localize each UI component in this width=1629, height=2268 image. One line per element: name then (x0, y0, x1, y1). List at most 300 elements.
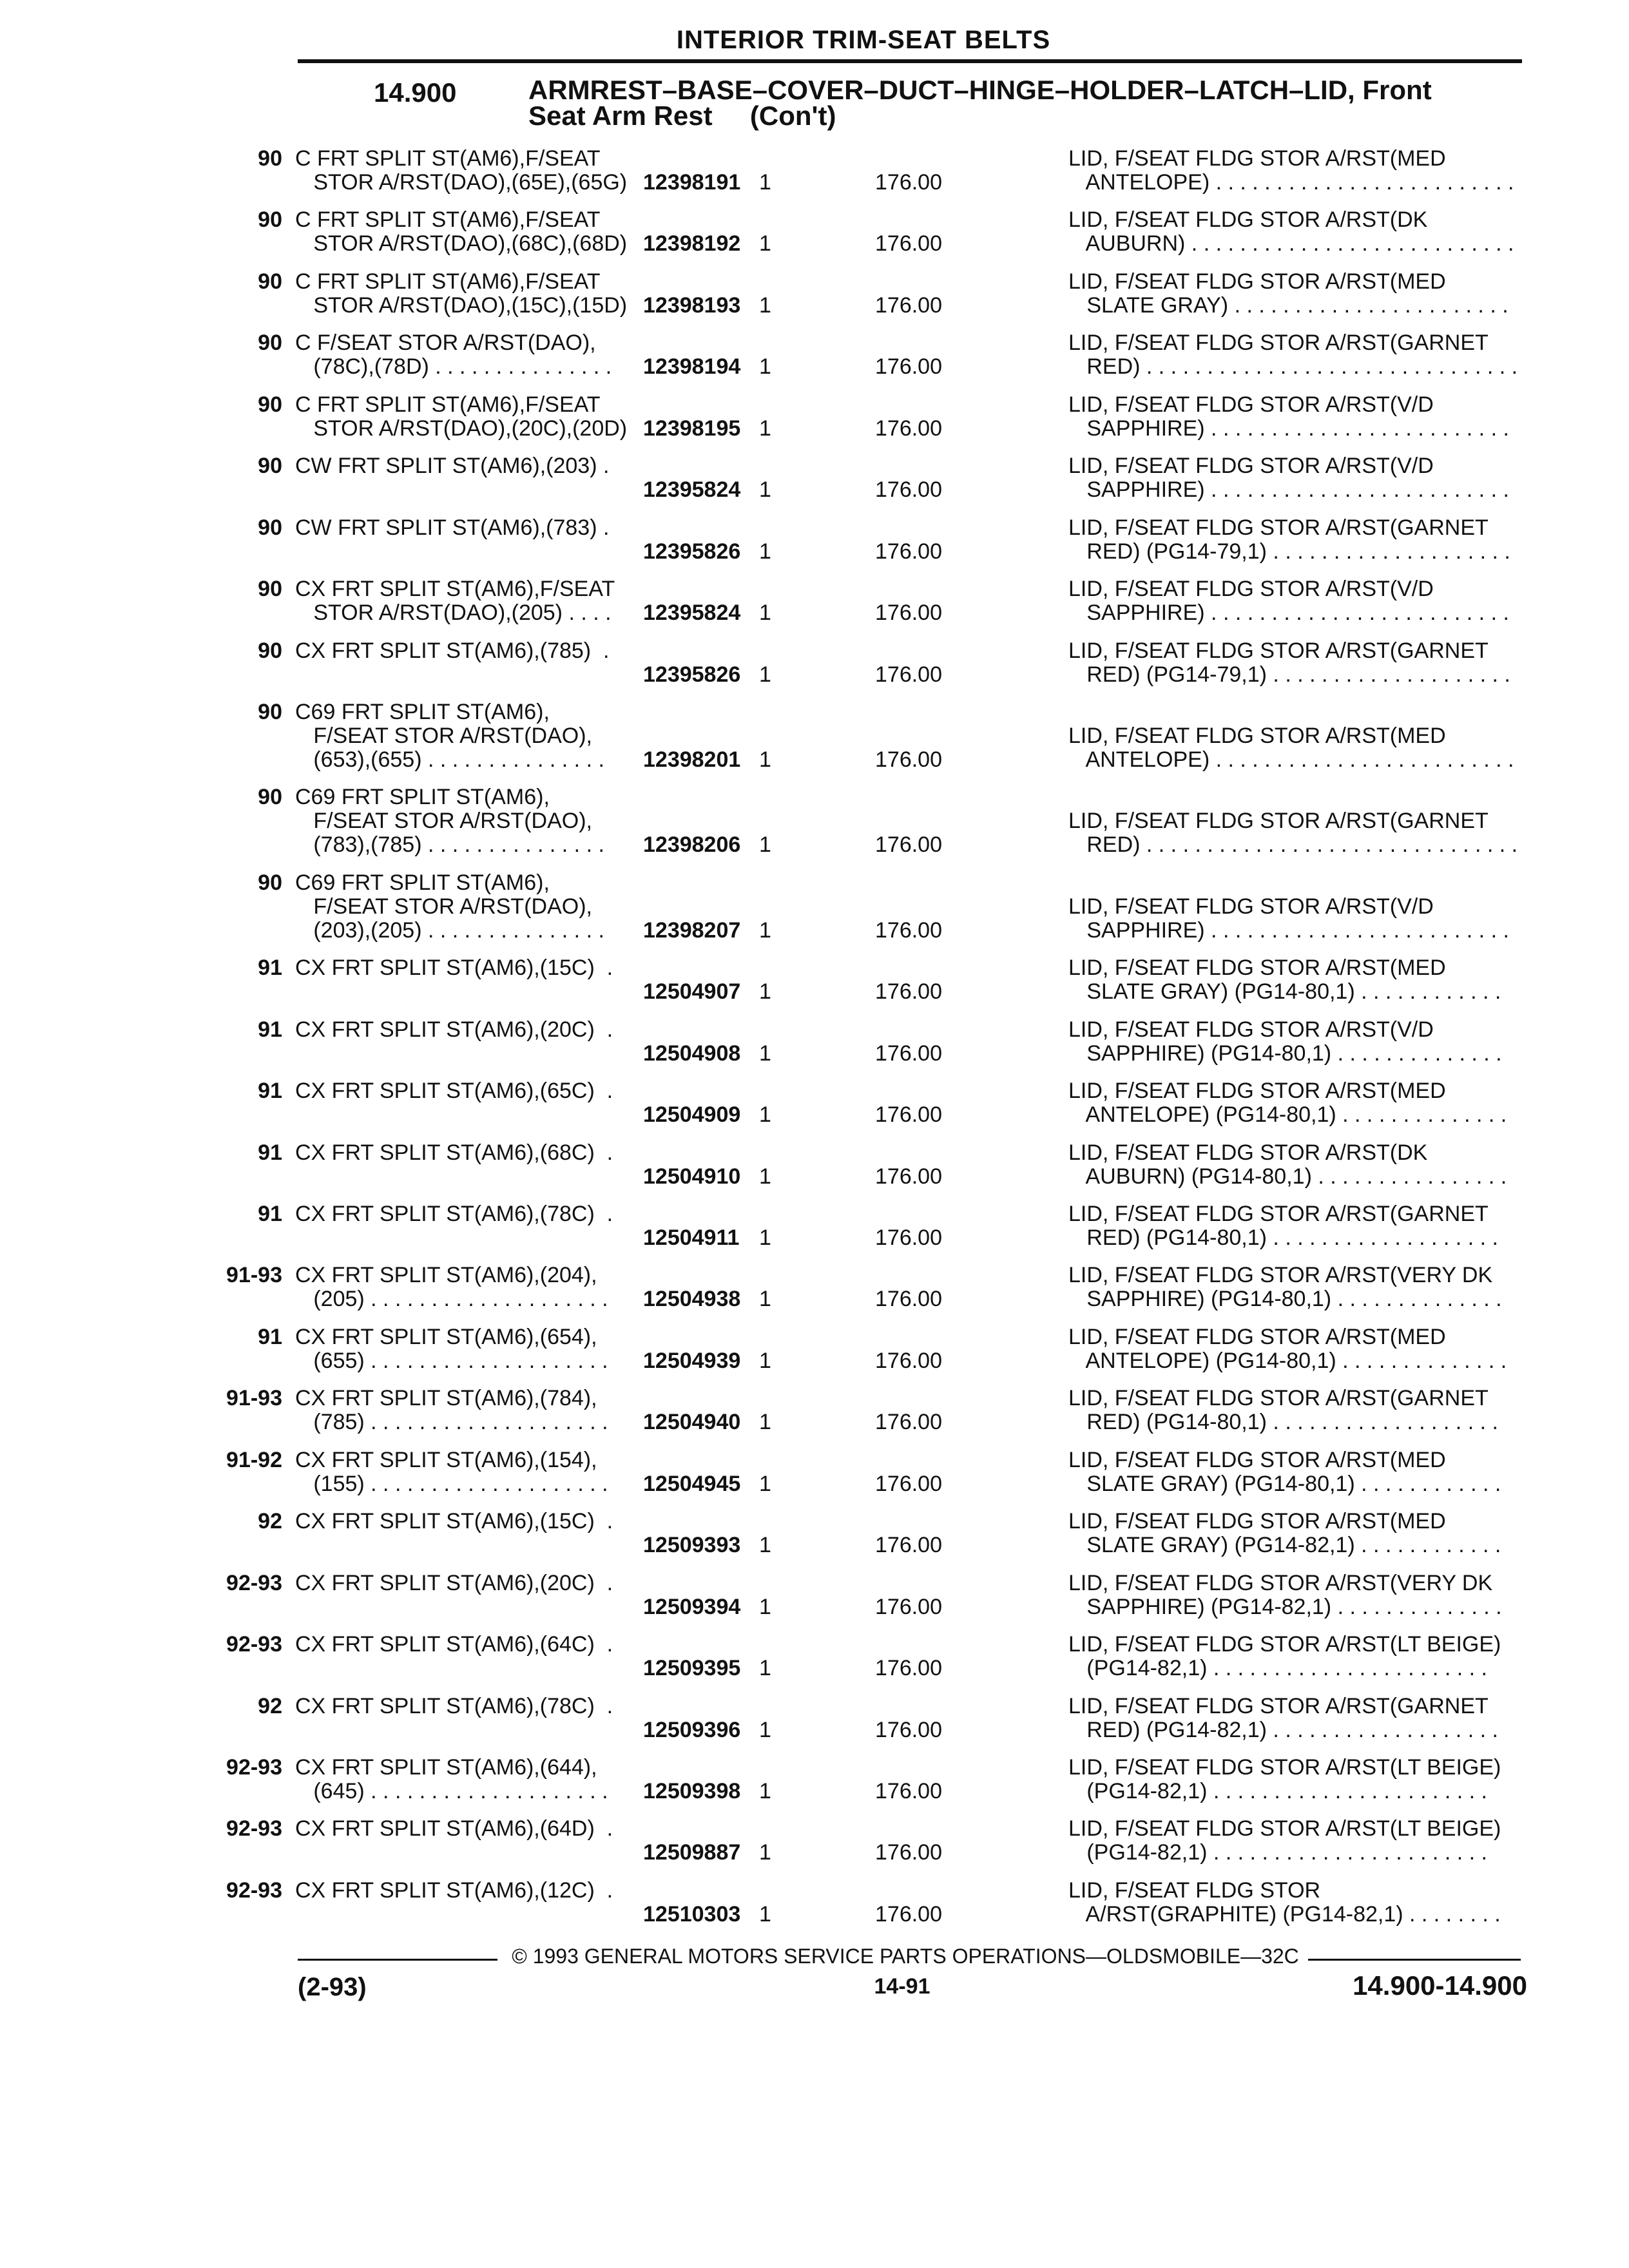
row-price: 176.00 (875, 354, 942, 380)
row-part-number: 12398207 (643, 918, 741, 943)
row-part-name (1068, 1695, 1545, 1742)
row-section-code: 92-93 (226, 1570, 282, 1595)
row-part-name (1068, 639, 1545, 687)
row-section-code: 90 (258, 577, 282, 602)
row-part-name-line: ANTELOPE) . . . . . . . . . . . . . . . . . . . . . . . . . (1068, 170, 1514, 195)
row-description-line: C FRT SPLIT ST(AM6),F/SEAT (295, 147, 601, 171)
row-description-line: (653),(655) . . . . . . . . . . . . . . . (295, 747, 604, 772)
row-part-name (1068, 1018, 1545, 1066)
table-row (0, 785, 1629, 857)
row-description-line: (785) . . . . . . . . . . . . . . . . . . . . (295, 1410, 608, 1435)
row-section-code: 90 (258, 699, 282, 724)
row-part-name (1068, 1202, 1545, 1250)
table-row (0, 871, 1629, 943)
row-quantity: 1 (759, 170, 771, 195)
table-row (0, 331, 1629, 379)
row-price: 176.00 (875, 477, 942, 503)
row-part-number: 12510303 (643, 1901, 741, 1927)
row-part-number: 12398195 (643, 416, 741, 441)
row-description (295, 1510, 643, 1533)
row-price: 176.00 (875, 1164, 942, 1189)
row-part-number: 12504908 (643, 1041, 741, 1066)
row-part-name-line: RED) (PG14-80,1) . . . . . . . . . . . . . . . . . . . (1068, 1410, 1498, 1435)
table-row (0, 577, 1629, 625)
row-quantity: 1 (759, 601, 771, 626)
row-price: 176.00 (875, 1594, 942, 1619)
row-section-code: 90 (258, 331, 282, 356)
row-part-name (1068, 270, 1545, 318)
row-description (295, 331, 643, 379)
row-description-line: CX FRT SPLIT ST(AM6),(68C) . (295, 1140, 613, 1165)
row-part-name-line: A/RST(GRAPHITE) (PG14-82,1) . . . . . . . . (1068, 1901, 1501, 1927)
row-quantity: 1 (759, 293, 771, 318)
row-quantity: 1 (759, 1471, 771, 1496)
row-part-name (1068, 1633, 1545, 1680)
row-quantity: 1 (759, 1225, 771, 1250)
row-description-line: CX FRT SPLIT ST(AM6),(785) . (295, 639, 610, 663)
row-description (295, 147, 643, 195)
section-number: 14.900 (374, 77, 457, 108)
row-quantity: 1 (759, 1533, 771, 1558)
row-section-cell (0, 1695, 295, 1718)
row-section-cell (0, 785, 295, 809)
row-part-name (1068, 516, 1545, 564)
row-description-line: (655) . . . . . . . . . . . . . . . . . . . . (295, 1348, 608, 1373)
table-row (0, 1202, 1629, 1250)
row-part-name-line: LID, F/SEAT FLDG STOR A/RST(V/D (1068, 1017, 1434, 1042)
row-part-name-line: SLATE GRAY) . . . . . . . . . . . . . . . . . . . . . . . (1068, 293, 1509, 318)
row-part-number: 12395826 (643, 662, 741, 687)
table-row (0, 516, 1629, 564)
row-quantity: 1 (759, 662, 771, 687)
row-description-line: (203),(205) . . . . . . . . . . . . . . . (295, 918, 604, 943)
row-description-line: STOR A/RST(DAO),(65E),(65G) (295, 170, 628, 195)
row-price: 176.00 (875, 231, 942, 256)
row-quantity: 1 (759, 416, 771, 441)
row-price: 176.00 (875, 1901, 942, 1927)
row-part-name-line: LID, F/SEAT FLDG STOR A/RST(DK (1068, 1140, 1428, 1165)
row-description-line: CW FRT SPLIT ST(AM6),(203) . (295, 454, 610, 479)
row-description (295, 1079, 643, 1103)
row-part-number: 12398194 (643, 354, 741, 380)
row-part-number: 12504907 (643, 979, 741, 1004)
footer-date: (2-93) (298, 1973, 367, 2001)
row-quantity: 1 (759, 1901, 771, 1927)
row-quantity: 1 (759, 1656, 771, 1681)
row-section-cell (0, 1325, 295, 1349)
row-price: 176.00 (875, 1717, 942, 1742)
row-section-cell (0, 1448, 295, 1472)
row-description (295, 1756, 643, 1803)
row-section-cell (0, 1571, 295, 1595)
table-row (0, 1387, 1629, 1434)
row-section-cell (0, 1879, 295, 1903)
row-description-line: F/SEAT STOR A/RST(DAO), (295, 809, 592, 834)
row-part-number: 12395824 (643, 601, 741, 626)
row-part-number: 12504945 (643, 1471, 741, 1496)
row-section-code: 92-93 (226, 1754, 282, 1780)
row-price: 176.00 (875, 416, 942, 441)
row-price: 176.00 (875, 1102, 942, 1128)
row-quantity: 1 (759, 832, 771, 858)
row-description-line: CW FRT SPLIT ST(AM6),(783) . (295, 515, 610, 540)
row-part-number: 12398193 (643, 293, 741, 318)
row-description-line: CX FRT SPLIT ST(AM6),(784), (295, 1387, 597, 1411)
row-part-name (1068, 1756, 1545, 1803)
row-part-name-line: LID, F/SEAT FLDG STOR A/RST(V/D (1068, 454, 1434, 479)
row-part-name-line: LID, F/SEAT FLDG STOR A/RST(MED (1068, 1325, 1446, 1349)
row-description-line: CX FRT SPLIT ST(AM6),(15C) . (295, 956, 613, 981)
row-part-name (1068, 1817, 1545, 1865)
row-part-name-line: SAPPHIRE) (PG14-80,1) . . . . . . . . . . . . . . (1068, 1287, 1502, 1312)
row-description-line: C FRT SPLIT ST(AM6),F/SEAT (295, 208, 601, 233)
row-section-cell (0, 393, 295, 417)
row-section-code: 92 (258, 1693, 282, 1718)
row-section-code: 92-93 (226, 1632, 282, 1657)
row-price: 176.00 (875, 1225, 942, 1250)
row-part-name-line: LID, F/SEAT FLDG STOR A/RST(MED (1068, 724, 1446, 748)
row-description (295, 1817, 643, 1841)
row-price: 176.00 (875, 1041, 942, 1066)
table-row (0, 1018, 1629, 1066)
row-price: 176.00 (875, 1287, 942, 1312)
row-description (295, 956, 643, 980)
row-part-name (1068, 1079, 1545, 1127)
table-row (0, 147, 1629, 195)
row-description (295, 454, 643, 478)
row-part-name (1068, 1141, 1545, 1189)
row-description-line: F/SEAT STOR A/RST(DAO), (295, 894, 592, 919)
row-price: 176.00 (875, 832, 942, 858)
row-part-name (1068, 393, 1545, 441)
row-description (295, 1633, 643, 1657)
row-description-line: C FRT SPLIT ST(AM6),F/SEAT (295, 392, 601, 417)
row-quantity: 1 (759, 979, 771, 1004)
row-description-line: CX FRT SPLIT ST(AM6),(154), (295, 1448, 597, 1472)
table-row (0, 208, 1629, 256)
row-quantity: 1 (759, 1594, 771, 1619)
table-row (0, 1264, 1629, 1311)
row-section-code: 91 (258, 956, 282, 981)
row-section-code: 91-92 (226, 1447, 282, 1472)
row-part-name-line: (PG14-82,1) . . . . . . . . . . . . . . . . . . . . . . . (1068, 1778, 1487, 1803)
row-description-line: C FRT SPLIT ST(AM6),F/SEAT (295, 269, 601, 294)
row-section-code: 91-93 (226, 1386, 282, 1411)
row-description-line: CX FRT SPLIT ST(AM6),(65C) . (295, 1079, 613, 1104)
row-quantity: 1 (759, 1778, 771, 1803)
row-price: 176.00 (875, 1840, 942, 1865)
row-part-name-line: (PG14-82,1) . . . . . . . . . . . . . . . . . . . . . . . (1068, 1656, 1487, 1681)
row-section-cell (0, 871, 295, 895)
row-part-number: 12504911 (643, 1225, 740, 1250)
row-description (295, 208, 643, 256)
row-part-number: 12509398 (643, 1778, 741, 1803)
row-quantity: 1 (759, 477, 771, 503)
row-quantity: 1 (759, 539, 771, 564)
row-part-name (1068, 724, 1545, 772)
row-quantity: 1 (759, 1287, 771, 1312)
row-section-code: 91-93 (226, 1263, 282, 1288)
row-part-name-line: SAPPHIRE) . . . . . . . . . . . . . . . . . . . . . . . . . (1068, 918, 1509, 943)
row-quantity: 1 (759, 1164, 771, 1189)
row-section-code: 91 (258, 1324, 282, 1349)
table-row (0, 1879, 1629, 1927)
footer-section-range: 14.900-14.900 (1353, 1970, 1527, 2001)
row-description-line: CX FRT SPLIT ST(AM6),(64D) . (295, 1817, 613, 1841)
row-part-number: 12395826 (643, 539, 741, 564)
row-section-cell (0, 1510, 295, 1533)
row-description-line: CX FRT SPLIT ST(AM6),(78C) . (295, 1694, 613, 1718)
row-description-line: CX FRT SPLIT ST(AM6),(12C) . (295, 1878, 613, 1903)
row-section-code: 90 (258, 785, 282, 810)
row-part-name (1068, 956, 1545, 1004)
row-part-name-line: RED) . . . . . . . . . . . . . . . . . . . . . . . . . . . . . . . (1068, 354, 1518, 380)
table-row (0, 639, 1629, 687)
row-part-number: 12398206 (643, 832, 741, 858)
section-name (528, 77, 1534, 129)
row-section-cell (0, 516, 295, 540)
row-section-cell (0, 147, 295, 171)
row-part-name-line: RED) . . . . . . . . . . . . . . . . . . . . . . . . . . . . . . . (1068, 832, 1518, 858)
row-description-line: (78C),(78D) . . . . . . . . . . . . . . . (295, 354, 612, 380)
row-part-number: 12395824 (643, 477, 741, 503)
row-section-code: 90 (258, 207, 282, 233)
row-part-name-line: LID, F/SEAT FLDG STOR A/RST(GARNET (1068, 1387, 1489, 1411)
row-part-name-line: AUBURN) . . . . . . . . . . . . . . . . . . . . . . . . . . . (1068, 231, 1514, 256)
row-price: 176.00 (875, 1533, 942, 1558)
row-part-name (1068, 1448, 1545, 1496)
row-price: 176.00 (875, 293, 942, 318)
row-description-line: STOR A/RST(DAO),(205) . . . . (295, 601, 612, 626)
table-row (0, 1325, 1629, 1373)
row-price: 176.00 (875, 1778, 942, 1803)
row-description-line: CX FRT SPLIT ST(AM6),(15C) . (295, 1510, 613, 1534)
row-description (295, 1879, 643, 1903)
row-description (295, 1202, 643, 1226)
row-section-cell (0, 577, 295, 601)
row-quantity: 1 (759, 1717, 771, 1742)
row-quantity: 1 (759, 1041, 771, 1066)
row-section-code: 90 (258, 515, 282, 540)
row-part-name-line: SLATE GRAY) (PG14-80,1) . . . . . . . . . . . . (1068, 979, 1501, 1004)
row-part-name (1068, 1325, 1545, 1373)
row-part-name-line: LID, F/SEAT FLDG STOR A/RST(DK (1068, 208, 1428, 233)
row-description (295, 1018, 643, 1042)
row-description (295, 871, 643, 943)
table-row (0, 956, 1629, 1004)
row-part-name-line: LID, F/SEAT FLDG STOR A/RST(VERY DK (1068, 1264, 1493, 1288)
row-part-name-line: ANTELOPE) (PG14-80,1) . . . . . . . . . . . . . . (1068, 1102, 1507, 1128)
row-part-number: 12504909 (643, 1102, 741, 1128)
row-section-code: 91 (258, 1079, 282, 1104)
row-part-name-line: ANTELOPE) . . . . . . . . . . . . . . . . . . . . . . . . . (1068, 747, 1514, 772)
table-row (0, 1817, 1629, 1865)
section-name-line1: ARMREST–BASE–COVER–DUCT–HINGE–HOLDER–LATCH–LID, Front (528, 75, 1432, 105)
row-part-number: 12504940 (643, 1410, 741, 1435)
row-part-name-line: LID, F/SEAT FLDG STOR A/RST(LT BEIGE) (1068, 1755, 1501, 1780)
row-part-number: 12509393 (643, 1533, 741, 1558)
row-quantity: 1 (759, 231, 771, 256)
row-section-cell (0, 1633, 295, 1657)
row-part-name (1068, 1510, 1545, 1557)
row-section-cell (0, 331, 295, 355)
row-description-line: (205) . . . . . . . . . . . . . . . . . . . . (295, 1287, 608, 1312)
table-row (0, 1079, 1629, 1127)
row-description (295, 785, 643, 857)
row-description-line: CX FRT SPLIT ST(AM6),(64C) . (295, 1633, 613, 1657)
row-price: 176.00 (875, 601, 942, 626)
row-quantity: 1 (759, 918, 771, 943)
row-part-name-line: LID, F/SEAT FLDG STOR A/RST(V/D (1068, 392, 1434, 417)
row-part-name-line: LID, F/SEAT FLDG STOR A/RST(MED (1068, 1448, 1446, 1472)
row-quantity: 1 (759, 747, 771, 772)
row-part-number: 12398191 (643, 170, 741, 195)
row-description-line: C F/SEAT STOR A/RST(DAO), (295, 331, 596, 356)
table-row (0, 1633, 1629, 1680)
row-part-number: 12509395 (643, 1656, 741, 1681)
row-section-code: 90 (258, 454, 282, 479)
footer-copyright: © 1993 GENERAL MOTORS SERVICE PARTS OPERATIONS—OLDSMOBILE—32C (512, 1945, 1299, 1968)
row-price: 176.00 (875, 979, 942, 1004)
row-part-name (1068, 1387, 1545, 1434)
row-section-code: 92 (258, 1509, 282, 1534)
section-name-line2: Seat Arm Rest (Con't) (528, 101, 836, 131)
row-price: 176.00 (875, 539, 942, 564)
row-part-number: 12509396 (643, 1717, 741, 1742)
row-part-name-line: RED) (PG14-79,1) . . . . . . . . . . . . . . . . . . . . (1068, 539, 1510, 564)
row-part-name (1068, 1879, 1545, 1927)
row-description-line: CX FRT SPLIT ST(AM6),(20C) . (295, 1571, 613, 1595)
row-description-line: C69 FRT SPLIT ST(AM6), (295, 785, 550, 810)
row-description (295, 1264, 643, 1311)
row-section-code: 92-93 (226, 1878, 282, 1903)
row-description-line: STOR A/RST(DAO),(15C),(15D) (295, 293, 628, 318)
row-description (295, 1325, 643, 1373)
row-description-line: STOR A/RST(DAO),(68C),(68D) (295, 231, 628, 256)
row-part-name-line: LID, F/SEAT FLDG STOR A/RST(VERY DK (1068, 1571, 1493, 1595)
row-part-number: 12504910 (643, 1164, 741, 1189)
row-section-code: 90 (258, 146, 282, 171)
row-price: 176.00 (875, 1656, 942, 1681)
row-description (295, 1448, 643, 1496)
row-part-name (1068, 331, 1545, 379)
row-section-cell (0, 639, 295, 663)
table-row (0, 1571, 1629, 1619)
row-description (295, 700, 643, 772)
row-part-name-line: LID, F/SEAT FLDG STOR A/RST(MED (1068, 1510, 1446, 1534)
row-section-cell (0, 956, 295, 980)
row-part-name (1068, 1264, 1545, 1311)
row-part-name-line: RED) (PG14-79,1) . . . . . . . . . . . . . . . . . . . . (1068, 662, 1510, 687)
row-section-code: 91 (258, 1017, 282, 1042)
row-part-name-line: LID, F/SEAT FLDG STOR A/RST(LT BEIGE) (1068, 1817, 1501, 1841)
table-row (0, 1695, 1629, 1742)
row-section-code: 92-93 (226, 1816, 282, 1841)
row-part-number: 12398201 (643, 747, 741, 772)
row-description-line: CX FRT SPLIT ST(AM6),(204), (295, 1264, 597, 1288)
row-description (295, 393, 643, 441)
row-description-line: (645) . . . . . . . . . . . . . . . . . . . . (295, 1778, 608, 1803)
row-part-name-line: SLATE GRAY) (PG14-82,1) . . . . . . . . . . . . (1068, 1533, 1501, 1558)
row-part-number: 12509887 (643, 1840, 741, 1865)
row-quantity: 1 (759, 354, 771, 380)
row-description-line: CX FRT SPLIT ST(AM6),(654), (295, 1325, 597, 1349)
row-quantity: 1 (759, 1410, 771, 1435)
row-part-name-line: LID, F/SEAT FLDG STOR A/RST(GARNET (1068, 1694, 1489, 1718)
row-part-number: 12504939 (643, 1348, 741, 1373)
row-price: 176.00 (875, 1410, 942, 1435)
row-description (295, 270, 643, 318)
row-part-name-line: LID, F/SEAT FLDG STOR A/RST(GARNET (1068, 1202, 1489, 1226)
row-price: 176.00 (875, 747, 942, 772)
row-part-name-line: LID, F/SEAT FLDG STOR A/RST(MED (1068, 956, 1446, 981)
row-part-name-line: AUBURN) (PG14-80,1) . . . . . . . . . . . . . . . . (1068, 1164, 1507, 1189)
row-description (295, 1695, 643, 1718)
row-description-line: CX FRT SPLIT ST(AM6),(644), (295, 1755, 597, 1780)
row-description-line: F/SEAT STOR A/RST(DAO), (295, 723, 592, 748)
row-part-name-line: LID, F/SEAT FLDG STOR A/RST(GARNET (1068, 639, 1489, 663)
row-part-name (1068, 577, 1545, 625)
row-description-line: (783),(785) . . . . . . . . . . . . . . . (295, 832, 604, 858)
row-part-number: 12504938 (643, 1287, 741, 1312)
row-part-name-line: SAPPHIRE) (PG14-82,1) . . . . . . . . . . . . . . (1068, 1594, 1502, 1619)
table-row (0, 454, 1629, 502)
table-row (0, 270, 1629, 318)
row-part-name-line: LID, F/SEAT FLDG STOR A/RST(V/D (1068, 894, 1434, 919)
page-header-title: INTERIOR TRIM-SEAT BELTS (676, 26, 1051, 54)
table-row (0, 1510, 1629, 1557)
table-row (0, 1448, 1629, 1496)
row-part-name-line: (PG14-82,1) . . . . . . . . . . . . . . . . . . . . . . . (1068, 1840, 1487, 1865)
row-part-name-line: SAPPHIRE) . . . . . . . . . . . . . . . . . . . . . . . . . (1068, 601, 1509, 626)
row-part-name (1068, 454, 1545, 502)
row-part-name-line: SAPPHIRE) (PG14-80,1) . . . . . . . . . . . . . . (1068, 1041, 1502, 1066)
row-part-number: 12509394 (643, 1594, 741, 1619)
row-part-name (1068, 895, 1545, 943)
row-part-name (1068, 147, 1545, 195)
row-description-line: CX FRT SPLIT ST(AM6),(78C) . (295, 1202, 613, 1226)
row-price: 176.00 (875, 662, 942, 687)
row-part-name (1068, 809, 1545, 857)
row-price: 176.00 (875, 1348, 942, 1373)
row-description (295, 639, 643, 663)
row-section-cell (0, 1141, 295, 1165)
row-description (295, 577, 643, 625)
row-part-name (1068, 208, 1545, 256)
row-section-code: 91 (258, 1202, 282, 1226)
row-section-cell (0, 454, 295, 478)
row-quantity: 1 (759, 1840, 771, 1865)
footer-page-number: 14-91 (874, 1974, 930, 1999)
row-section-cell (0, 1264, 295, 1287)
row-description (295, 1387, 643, 1434)
row-price: 176.00 (875, 918, 942, 943)
row-part-name-line: SAPPHIRE) . . . . . . . . . . . . . . . . . . . . . . . . . (1068, 416, 1509, 441)
row-part-name-line: LID, F/SEAT FLDG STOR A/RST(GARNET (1068, 515, 1489, 540)
row-part-name-line: SLATE GRAY) (PG14-80,1) . . . . . . . . . . . . (1068, 1471, 1501, 1496)
row-description (295, 1141, 643, 1165)
footer-rule-right (1308, 1959, 1521, 1961)
row-section-code: 90 (258, 638, 282, 663)
row-part-name-line: LID, F/SEAT FLDG STOR A/RST(MED (1068, 269, 1446, 294)
parts-table (0, 147, 1629, 1927)
row-description (295, 516, 643, 540)
row-price: 176.00 (875, 1471, 942, 1496)
row-section-cell (0, 1018, 295, 1042)
row-quantity: 1 (759, 1102, 771, 1128)
row-section-cell (0, 1202, 295, 1226)
row-section-cell (0, 208, 295, 232)
